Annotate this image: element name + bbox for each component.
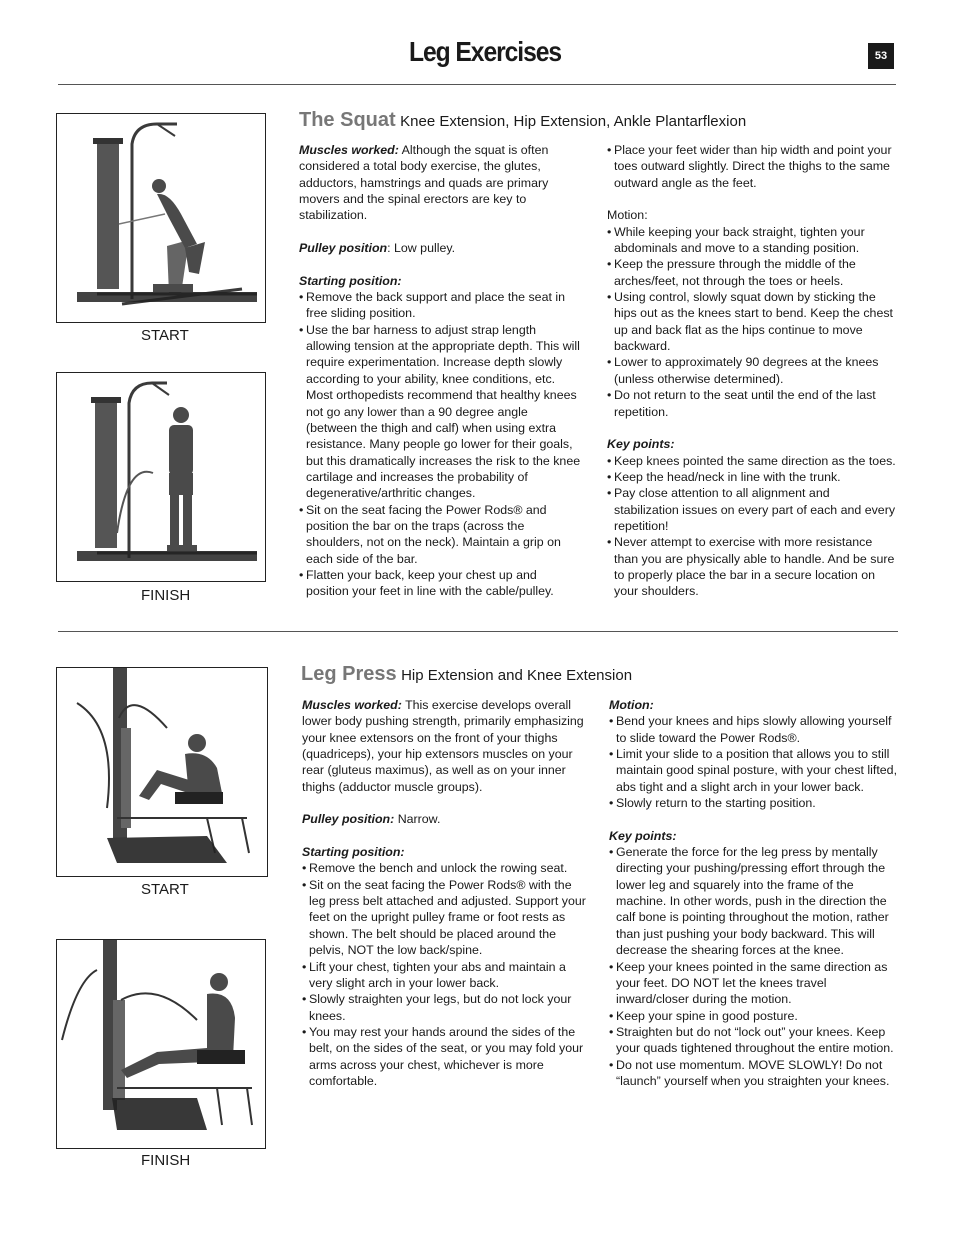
legpress-pulley-paragraph bbox=[302, 811, 586, 827]
legpress-subtitle: Hip Extension and Knee Extension bbox=[401, 667, 633, 684]
legpress-pulley-label: Pulley position: bbox=[302, 812, 395, 827]
list-item: • Sit on the seat facing the Power Rods® and position the bar on the traps (across the shoulders, not on the neck). Maintain a grip on each side of the bar. bbox=[299, 502, 581, 567]
legpress-start-photo bbox=[56, 667, 268, 877]
squat-finish-photo bbox=[56, 372, 266, 582]
legpress-start-illustration bbox=[57, 668, 267, 876]
squat-column-right bbox=[607, 142, 897, 600]
page-number-badge: 53 bbox=[868, 43, 894, 69]
squat-feet-list bbox=[607, 142, 897, 191]
list-item: • You may rest your hands around the sides of the belt, on the sides of the seat, or you may fold your arms across your chest, whichever is more comfortable. bbox=[302, 1024, 586, 1089]
list-item: • Remove the bench and unlock the rowing seat. bbox=[302, 860, 586, 876]
list-item: • Use the bar harness to adjust strap length allowing tension at the appropriate depth. This will require experimentation. Increase depth slowly according to your ability, knee conditions, etc. Most orthopedists recommend that healthy knees not go any lower than a 90 degree angle (between the thigh and calf) when using extra resistance. Many people go lower for their goals, but this dramatically increases the risk to the knee cartilage and increases the probability of degenerative/arthritic changes. bbox=[299, 322, 581, 502]
list-item: • Using control, slowly squat down by sticking the hips out as the knees start to bend. Keep the chest up and back flat as the hips continue to move backward. bbox=[607, 289, 897, 354]
squat-finish-caption: FINISH bbox=[141, 587, 191, 604]
squat-motion-list bbox=[607, 224, 897, 420]
legpress-starting-list bbox=[302, 860, 586, 1089]
squat-start-caption: START bbox=[141, 327, 189, 344]
list-item: • Keep the head/neck in line with the trunk. bbox=[607, 469, 897, 485]
squat-muscles-paragraph bbox=[299, 142, 581, 224]
squat-muscles-label: Muscles worked: bbox=[299, 143, 399, 157]
list-item: • Bend your knees and hips slowly allowing yourself to slide toward the Power Rods®. bbox=[609, 713, 899, 746]
list-item: • Limit your slide to a position that allows you to still maintain good spinal posture, with your chest lifted, abs tight and a slight arch in your lower back. bbox=[609, 746, 899, 795]
squat-start-illustration bbox=[57, 114, 265, 322]
list-item: • Sit on the seat facing the Power Rods® with the leg press belt attached and adjusted. Support your feet on the upright pulley frame or foot rests as shown. The belt should be placed around the pelvis, NOT the low back/spine. bbox=[302, 877, 586, 959]
squat-column-left bbox=[299, 142, 581, 600]
legpress-starting-label: Starting position: bbox=[302, 845, 405, 860]
list-item: • Straighten but do not “lock out” your knees. Keep your quads tightened throughout the entire motion. bbox=[609, 1024, 899, 1057]
legpress-muscles-paragraph bbox=[302, 697, 586, 795]
squat-pulley-label: Pulley position bbox=[299, 241, 388, 256]
list-item: • Pay close attention to all alignment and stabilization issues on every part of each and every repetition! bbox=[607, 485, 897, 534]
squat-key-list bbox=[607, 453, 897, 600]
legpress-key-label: Key points: bbox=[609, 828, 677, 843]
list-item: • Lift your chest, tighten your abs and maintain a very slight arch in your lower back. bbox=[302, 959, 586, 992]
list-item: • Slowly straighten your legs, but do not lock your knees. bbox=[302, 991, 586, 1024]
legpress-column-right bbox=[609, 697, 899, 1089]
list-item: • Keep knees pointed the same direction as the toes. bbox=[607, 453, 897, 469]
list-item: • Lower to approximately 90 degrees at the knees (unless otherwise determined). bbox=[607, 354, 897, 387]
squat-subtitle: Knee Extension, Hip Extension, Ankle Plantarflexion bbox=[400, 113, 747, 130]
list-item: • Slowly return to the starting position. bbox=[609, 795, 899, 811]
list-item: • Place your feet wider than hip width and point your toes outward slightly. Direct the thighs to the same outward angle as the feet. bbox=[607, 142, 897, 191]
list-item: • Generate the force for the leg press by mentally directing your pushing/pressing effort through the lower leg and squarely into the frame of the machine. In other words, push in the direction the calf bone is pointing throughout the motion, rather than just pushing your body backward. This will decrease the shearing forces at the knee. bbox=[609, 844, 899, 958]
squat-key-label: Key points: bbox=[607, 437, 675, 452]
page-title: Leg Exercises bbox=[409, 36, 562, 67]
legpress-title: Leg Press bbox=[301, 663, 397, 685]
squat-heading bbox=[299, 109, 746, 132]
section-divider bbox=[58, 631, 898, 632]
legpress-pulley-text: Narrow. bbox=[394, 812, 441, 827]
list-item: • Flatten your back, keep your chest up and position your feet in line with the cable/pulley. bbox=[299, 567, 581, 600]
squat-start-photo bbox=[56, 113, 266, 323]
list-item: • Do not use momentum. MOVE SLOWLY! Do not “launch” yourself when you straighten your knees. bbox=[609, 1057, 899, 1090]
list-item: • Remove the back support and place the seat in free sliding position. bbox=[299, 289, 581, 322]
squat-finish-illustration bbox=[57, 373, 265, 581]
legpress-finish-photo bbox=[56, 939, 266, 1149]
squat-muscles-text: Although the squat is often considered a total body exercise, the glutes, adductors, hamstrings and quads are primary movers and the spinal erectors are key to stabilization. bbox=[299, 143, 549, 223]
list-item: • While keeping your back straight, tighten your abdominals and move to a standing position. bbox=[607, 224, 897, 257]
legpress-finish-illustration bbox=[57, 940, 265, 1148]
list-item: • Do not return to the seat until the end of the last repetition. bbox=[607, 387, 897, 420]
list-item: • Keep the pressure through the middle of the arches/feet, not through the toes or heels. bbox=[607, 256, 897, 289]
squat-starting-label: Starting position: bbox=[299, 273, 402, 288]
list-item: • Keep your spine in good posture. bbox=[609, 1008, 899, 1024]
squat-pulley-paragraph bbox=[299, 240, 581, 256]
legpress-finish-caption: FINISH bbox=[141, 1152, 191, 1169]
squat-motion-label: Motion: bbox=[607, 208, 648, 223]
legpress-muscles-label: Muscles worked: bbox=[302, 698, 402, 712]
header-divider bbox=[58, 84, 896, 85]
legpress-key-list bbox=[609, 844, 899, 1089]
legpress-heading bbox=[301, 663, 632, 686]
squat-starting-list bbox=[299, 289, 581, 600]
squat-title: The Squat bbox=[299, 109, 396, 131]
legpress-column-left bbox=[302, 697, 586, 1089]
legpress-muscles-text: This exercise develops overall lower body pushing strength, primarily emphasizing your knee extensors on the front of your thighs (quadriceps), your hip extensors muscles on your rear (gluteus maximus), as well as on your inner thighs (adductor muscle groups). bbox=[302, 698, 584, 794]
legpress-start-caption: START bbox=[141, 881, 189, 898]
list-item: • Never attempt to exercise with more resistance than you are physically able to handle. And be sure to properly place the bar in a secure location on your shoulders. bbox=[607, 534, 897, 599]
list-item: • Keep your knees pointed in the same direction as your feet. DO NOT let the knees travel inward/closer during the motion. bbox=[609, 959, 899, 1008]
squat-pulley-text: : Low pulley. bbox=[387, 241, 456, 256]
legpress-motion-label: Motion: bbox=[609, 698, 654, 712]
legpress-motion-list bbox=[609, 713, 899, 811]
